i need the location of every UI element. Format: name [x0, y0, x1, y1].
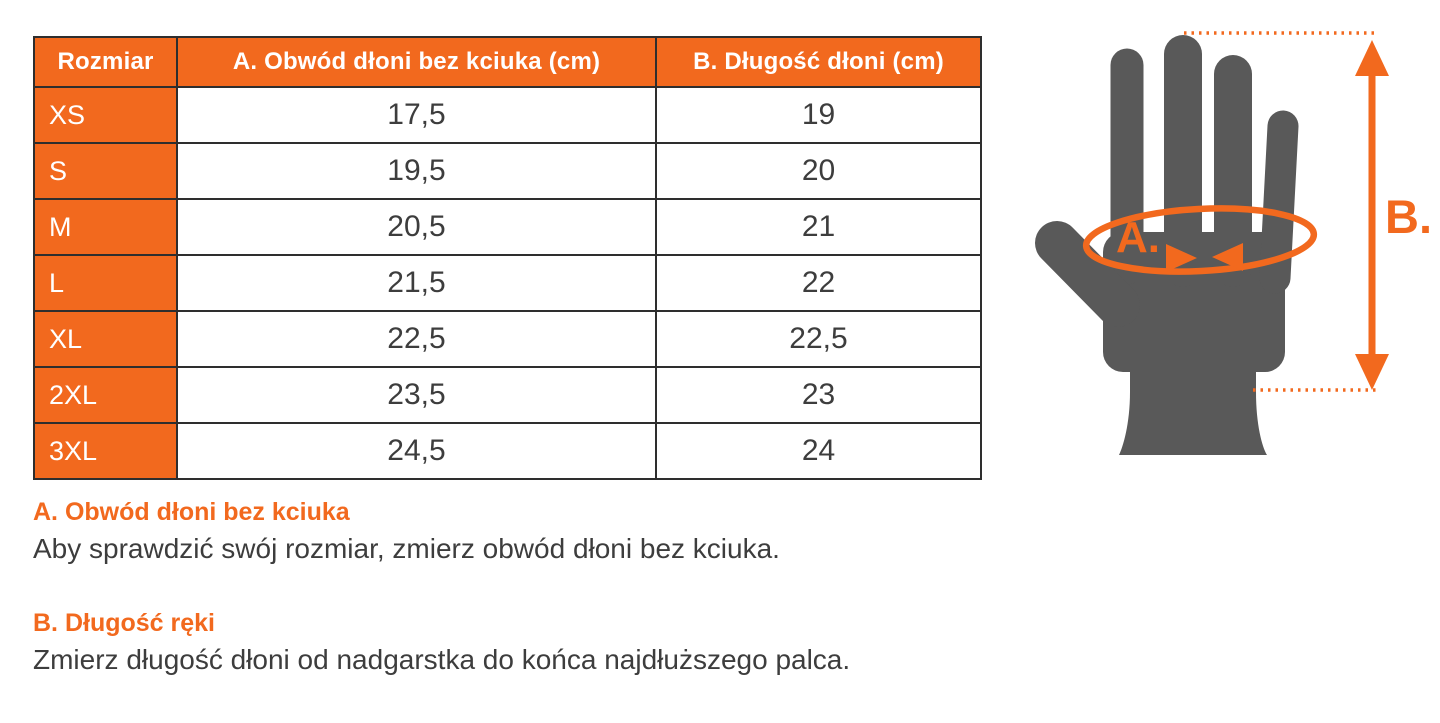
table-row — [34, 255, 981, 311]
value-b-cell: 21 — [656, 199, 981, 255]
value-a-cell: 21,5 — [177, 255, 656, 311]
value-b-cell: 22,5 — [656, 311, 981, 367]
value-b-cell: 22 — [656, 255, 981, 311]
measurement-notes — [33, 497, 983, 719]
value-b-cell: 23 — [656, 367, 981, 423]
value-a-cell: 20,5 — [177, 199, 656, 255]
header-dlugosc: B. Długość dłoni (cm) — [656, 37, 981, 87]
note-a-body: Aby sprawdzić swój rozmiar, zmierz obwód dłoni bez kciuka. — [33, 533, 780, 564]
table-header-row — [34, 37, 981, 87]
table-row — [34, 311, 981, 367]
size-table — [33, 36, 982, 480]
label-a: A. — [1116, 213, 1160, 262]
value-a-cell: 23,5 — [177, 367, 656, 423]
size-cell: XL — [34, 311, 177, 367]
value-b-cell: 20 — [656, 143, 981, 199]
arrowhead-up-icon — [1355, 40, 1389, 76]
size-cell: 3XL — [34, 423, 177, 479]
size-cell: XS — [34, 87, 177, 143]
size-cell: 2XL — [34, 367, 177, 423]
header-obwod: A. Obwód dłoni bez kciuka (cm) — [177, 37, 656, 87]
table-row — [34, 143, 981, 199]
note-b-body: Zmierz długość dłoni od nadgarstka do końca najdłuższego palca. — [33, 644, 851, 675]
note-b-title: B. Długość ręki — [33, 609, 215, 637]
size-cell: L — [34, 255, 177, 311]
value-b-cell: 24 — [656, 423, 981, 479]
value-a-cell: 17,5 — [177, 87, 656, 143]
note-a-title: A. Obwód dłoni bez kciuka — [33, 498, 350, 526]
header-rozmiar: Rozmiar — [34, 37, 177, 87]
table-row — [34, 423, 981, 479]
value-a-cell: 22,5 — [177, 311, 656, 367]
label-b: B. — [1385, 190, 1432, 243]
size-cell: S — [34, 143, 177, 199]
value-a-cell: 19,5 — [177, 143, 656, 199]
table-row — [34, 87, 981, 143]
table-row — [34, 367, 981, 423]
value-b-cell: 19 — [656, 87, 981, 143]
arrowhead-down-icon — [1355, 354, 1389, 390]
hand-measurement-diagram — [1000, 0, 1440, 460]
size-cell: M — [34, 199, 177, 255]
value-a-cell: 24,5 — [177, 423, 656, 479]
table-row — [34, 199, 981, 255]
